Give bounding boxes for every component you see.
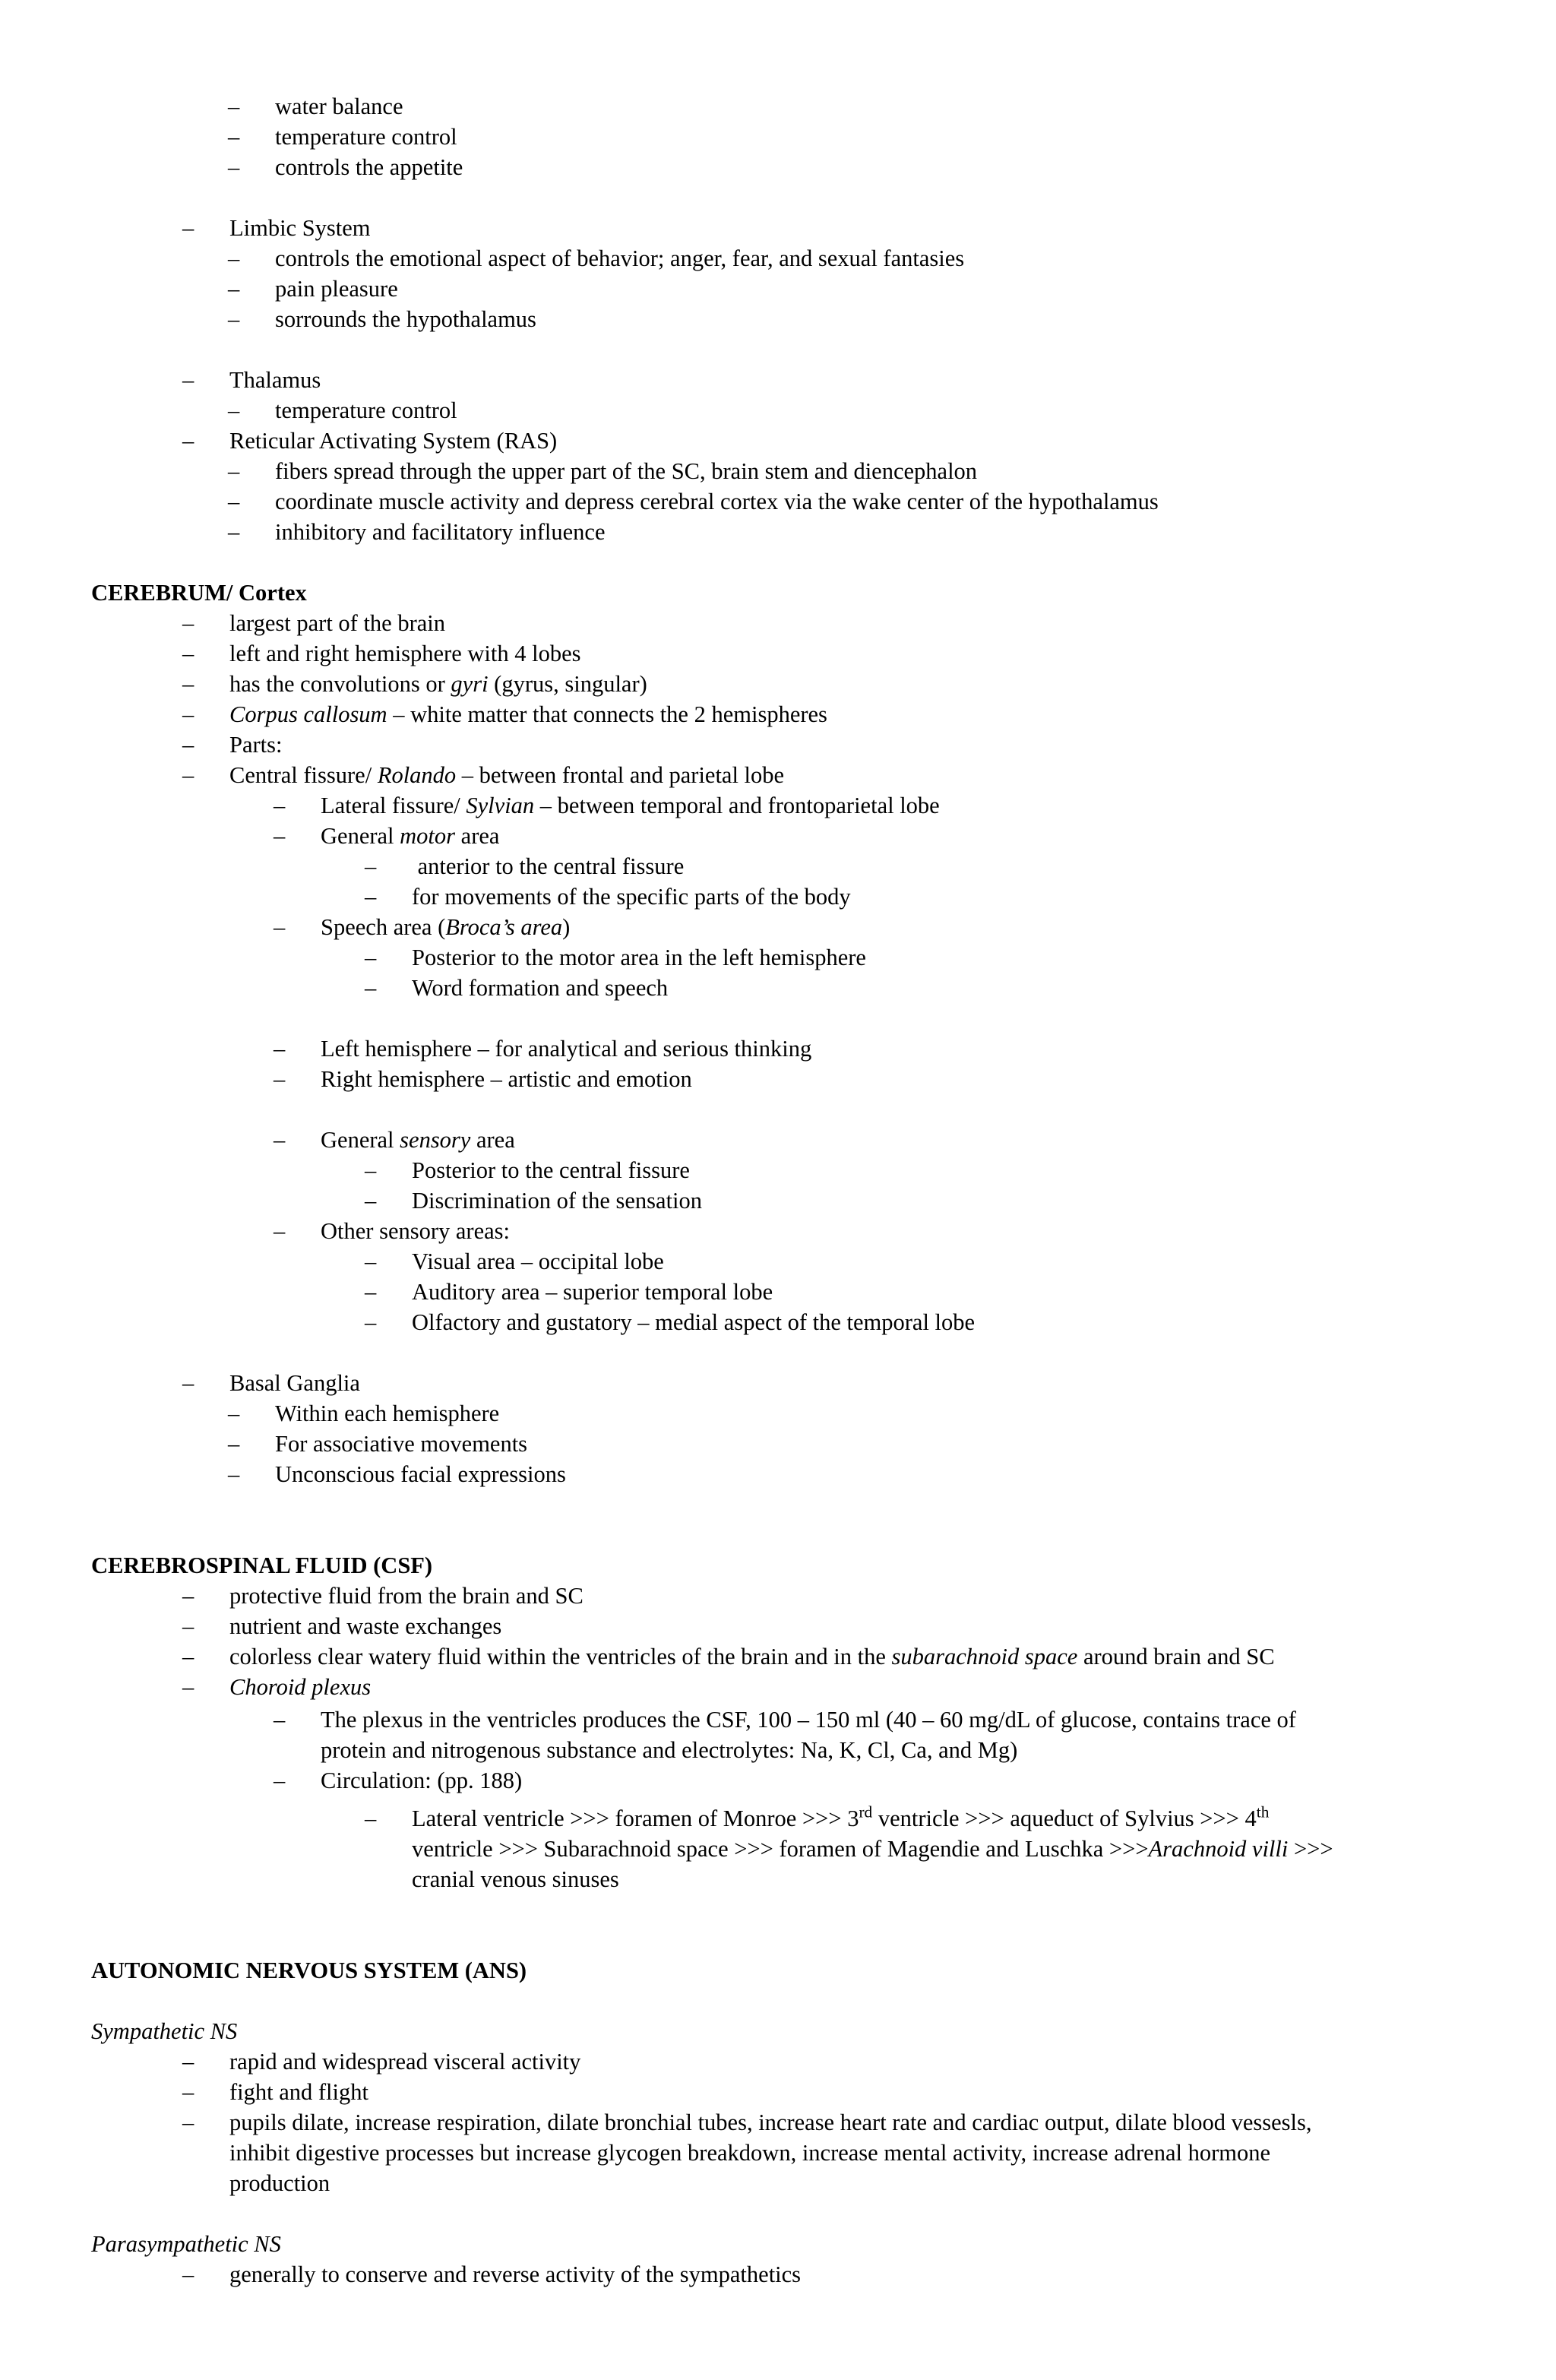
list-item (229, 760, 784, 790)
list-item: controls the emotional aspect of behavior; anger, fear, and sexual fantasies (275, 245, 965, 271)
bullet-dash: – (182, 610, 194, 636)
list-item-continuation: protein and nitrogenous substance and electrolytes: Na, K, Cl, Ca, and Mg) (321, 1737, 1018, 1763)
text-run: Lateral fissure/ (321, 793, 466, 818)
text-run: Central fissure/ (229, 762, 378, 788)
text-run: Speech area ( (321, 914, 446, 940)
list-item: Circulation: (pp. 188) (321, 1768, 523, 1793)
italic-term: sensory (400, 1127, 471, 1153)
superscript: th (1256, 1802, 1270, 1821)
bullet-dash: – (228, 276, 240, 302)
italic-term: Sylvian (466, 793, 535, 818)
bullet-dash: – (365, 1157, 377, 1183)
bullet-dash: – (228, 397, 240, 423)
list-item: temperature control (275, 397, 457, 423)
bullet-dash: – (274, 1707, 286, 1733)
text-run: around brain and SC (1077, 1644, 1275, 1669)
list-item: Posterior to the central fissure (412, 1157, 690, 1183)
text-run: – white matter that connects the 2 hemispheres (387, 701, 827, 727)
list-item: pupils dilate, increase respiration, dilate bronchial tubes, increase heart rate and cardiac output, dilate blood vessesls, (229, 2109, 1312, 2135)
bullet-dash: – (274, 1768, 286, 1793)
bullet-dash: – (274, 914, 286, 940)
bullet-dash: – (182, 215, 194, 241)
bullet-dash: – (365, 1279, 377, 1305)
list-item (412, 1803, 1269, 1834)
list-item: generally to conserve and reverse activity of the sympathetics (229, 2261, 802, 2287)
bullet-dash: – (228, 306, 240, 332)
italic-term: Broca’s area (445, 914, 563, 940)
text-run: has the convolutions or (229, 671, 451, 697)
list-item-continuation: inhibit digestive processes but increase glycogen breakdown, increase mental activity, increase adrenal hormone (229, 2140, 1271, 2166)
bullet-dash: – (228, 124, 240, 150)
sympathetic-title: Sympathetic NS (91, 2018, 238, 2044)
bullet-dash: – (365, 1806, 377, 1831)
parasympathetic-title: Parasympathetic NS (91, 2231, 281, 2257)
list-item: pain pleasure (275, 276, 398, 302)
list-item (321, 790, 940, 821)
ras-title: Reticular Activating System (RAS) (229, 428, 558, 454)
bullet-dash: – (182, 1370, 194, 1396)
bullet-dash: – (228, 1400, 240, 1426)
list-item: controls the appetite (275, 154, 463, 180)
list-item: Other sensory areas: (321, 1218, 510, 1244)
list-item: Word formation and speech (412, 975, 669, 1001)
list-item: for movements of the specific parts of the body (412, 884, 851, 910)
bullet-dash: – (365, 853, 377, 879)
list-item: water balance (275, 93, 403, 119)
list-item: left and right hemisphere with 4 lobes (229, 641, 581, 666)
text-run: – between frontal and parietal lobe (456, 762, 785, 788)
superscript: rd (859, 1802, 873, 1821)
list-item: sorrounds the hypothalamus (275, 306, 536, 332)
list-item: Right hemisphere – artistic and emotion (321, 1066, 692, 1092)
bullet-dash: – (228, 154, 240, 180)
bullet-dash: – (182, 2261, 194, 2287)
list-item: Discrimination of the sensation (412, 1188, 703, 1214)
italic-term: gyri (451, 671, 489, 697)
list-item: Visual area – occipital lobe (412, 1249, 664, 1274)
list-item: inhibitory and facilitatory influence (275, 519, 606, 545)
bullet-dash: – (228, 458, 240, 484)
section-heading-cerebrum: CEREBRUM/ Cortex (91, 580, 307, 606)
bullet-dash: – (182, 2109, 194, 2135)
text-run: (gyrus, singular) (488, 671, 647, 697)
section-heading-csf: CEREBROSPINAL FLUID (CSF) (91, 1552, 433, 1578)
bullet-dash: – (182, 732, 194, 758)
bullet-dash: – (182, 2079, 194, 2105)
bullet-dash: – (182, 1644, 194, 1669)
bullet-dash: – (182, 671, 194, 697)
list-item (229, 669, 647, 699)
list-item-continuation: cranial venous sinuses (412, 1866, 619, 1892)
text-run: Lateral ventricle >>> foramen of Monroe >>> 3 (412, 1806, 859, 1831)
bullet-dash: – (228, 519, 240, 545)
list-item (321, 912, 570, 942)
italic-term: motor (400, 823, 456, 849)
bullet-dash: – (182, 367, 194, 393)
list-item: The plexus in the ventricles produces the CSF, 100 – 150 ml (40 – 60 mg/dL of glucose, contains trace of (321, 1707, 1296, 1733)
italic-term: Corpus callosum (229, 701, 387, 727)
bullet-dash: – (182, 1583, 194, 1609)
bullet-dash: – (228, 1431, 240, 1457)
bullet-dash: – (228, 245, 240, 271)
bullet-dash: – (365, 1188, 377, 1214)
list-item-continuation (412, 1834, 1333, 1864)
list-item: Parts: (229, 732, 283, 758)
bullet-dash: – (274, 793, 286, 818)
limbic-title: Limbic System (229, 215, 371, 241)
bullet-dash: – (274, 1218, 286, 1244)
choroid-plexus-title: Choroid plexus (229, 1674, 372, 1700)
bullet-dash: – (274, 1066, 286, 1092)
list-item: Auditory area – superior temporal lobe (412, 1279, 773, 1305)
bullet-dash: – (365, 1309, 377, 1335)
list-item (229, 699, 827, 730)
list-item-continuation: production (229, 2170, 330, 2196)
list-item: fibers spread through the upper part of the SC, brain stem and diencephalon (275, 458, 978, 484)
list-item: Olfactory and gustatory – medial aspect of the temporal lobe (412, 1309, 976, 1335)
bullet-dash: – (365, 945, 377, 970)
list-item: Left hemisphere – for analytical and serious thinking (321, 1036, 812, 1062)
text-run: General (321, 1127, 400, 1153)
thalamus-title: Thalamus (229, 367, 321, 393)
bullet-dash: – (182, 1674, 194, 1700)
text-run: >>> (1288, 1836, 1333, 1862)
bullet-dash: – (365, 1249, 377, 1274)
list-item: coordinate muscle activity and depress cerebral cortex via the wake center of the hypothalamus (275, 489, 1159, 514)
list-item (229, 1641, 1275, 1672)
list-item: For associative movements (275, 1431, 528, 1457)
bullet-dash: – (182, 2049, 194, 2075)
list-item: Unconscious facial expressions (275, 1461, 566, 1487)
list-item: Posterior to the motor area in the left hemisphere (412, 945, 866, 970)
bullet-dash: – (228, 1461, 240, 1487)
italic-term: Arachnoid villi (1148, 1836, 1289, 1862)
text-run: ventricle >>> aqueduct of Sylvius >>> 4 (872, 1806, 1257, 1831)
text-run: area (470, 1127, 515, 1153)
text-run: General (321, 823, 400, 849)
basal-ganglia-title: Basal Ganglia (229, 1370, 360, 1396)
bullet-dash: – (365, 884, 377, 910)
bullet-dash: – (182, 641, 194, 666)
list-item (321, 821, 499, 851)
list-item: largest part of the brain (229, 610, 446, 636)
bullet-dash: – (228, 489, 240, 514)
list-item: nutrient and waste exchanges (229, 1613, 502, 1639)
section-heading-ans: AUTONOMIC NERVOUS SYSTEM (ANS) (91, 1957, 527, 1983)
bullet-dash: – (274, 1036, 286, 1062)
list-item: fight and flight (229, 2079, 368, 2105)
bullet-dash: – (365, 975, 377, 1001)
list-item: rapid and widespread visceral activity (229, 2049, 581, 2075)
bullet-dash: – (182, 701, 194, 727)
bullet-dash: – (274, 1127, 286, 1153)
text-run: area (455, 823, 500, 849)
bullet-dash: – (228, 93, 240, 119)
list-item (321, 1125, 515, 1155)
italic-term: subarachnoid space (891, 1644, 1078, 1669)
text-run: ) (562, 914, 571, 940)
bullet-dash: – (182, 762, 194, 788)
list-item: temperature control (275, 124, 457, 150)
bullet-dash: – (182, 428, 194, 454)
text-run: ventricle >>> Subarachnoid space >>> foramen of Magendie and Luschka >>> (412, 1836, 1149, 1862)
list-item: anterior to the central fissure (412, 853, 685, 879)
bullet-dash: – (274, 823, 286, 849)
bullet-dash: – (182, 1613, 194, 1639)
list-item: Within each hemisphere (275, 1400, 500, 1426)
text-run: – between temporal and frontoparietal lobe (534, 793, 940, 818)
italic-term: Rolando (377, 762, 457, 788)
list-item: protective fluid from the brain and SC (229, 1583, 584, 1609)
text-run: colorless clear watery fluid within the ventricles of the brain and in the (229, 1644, 892, 1669)
